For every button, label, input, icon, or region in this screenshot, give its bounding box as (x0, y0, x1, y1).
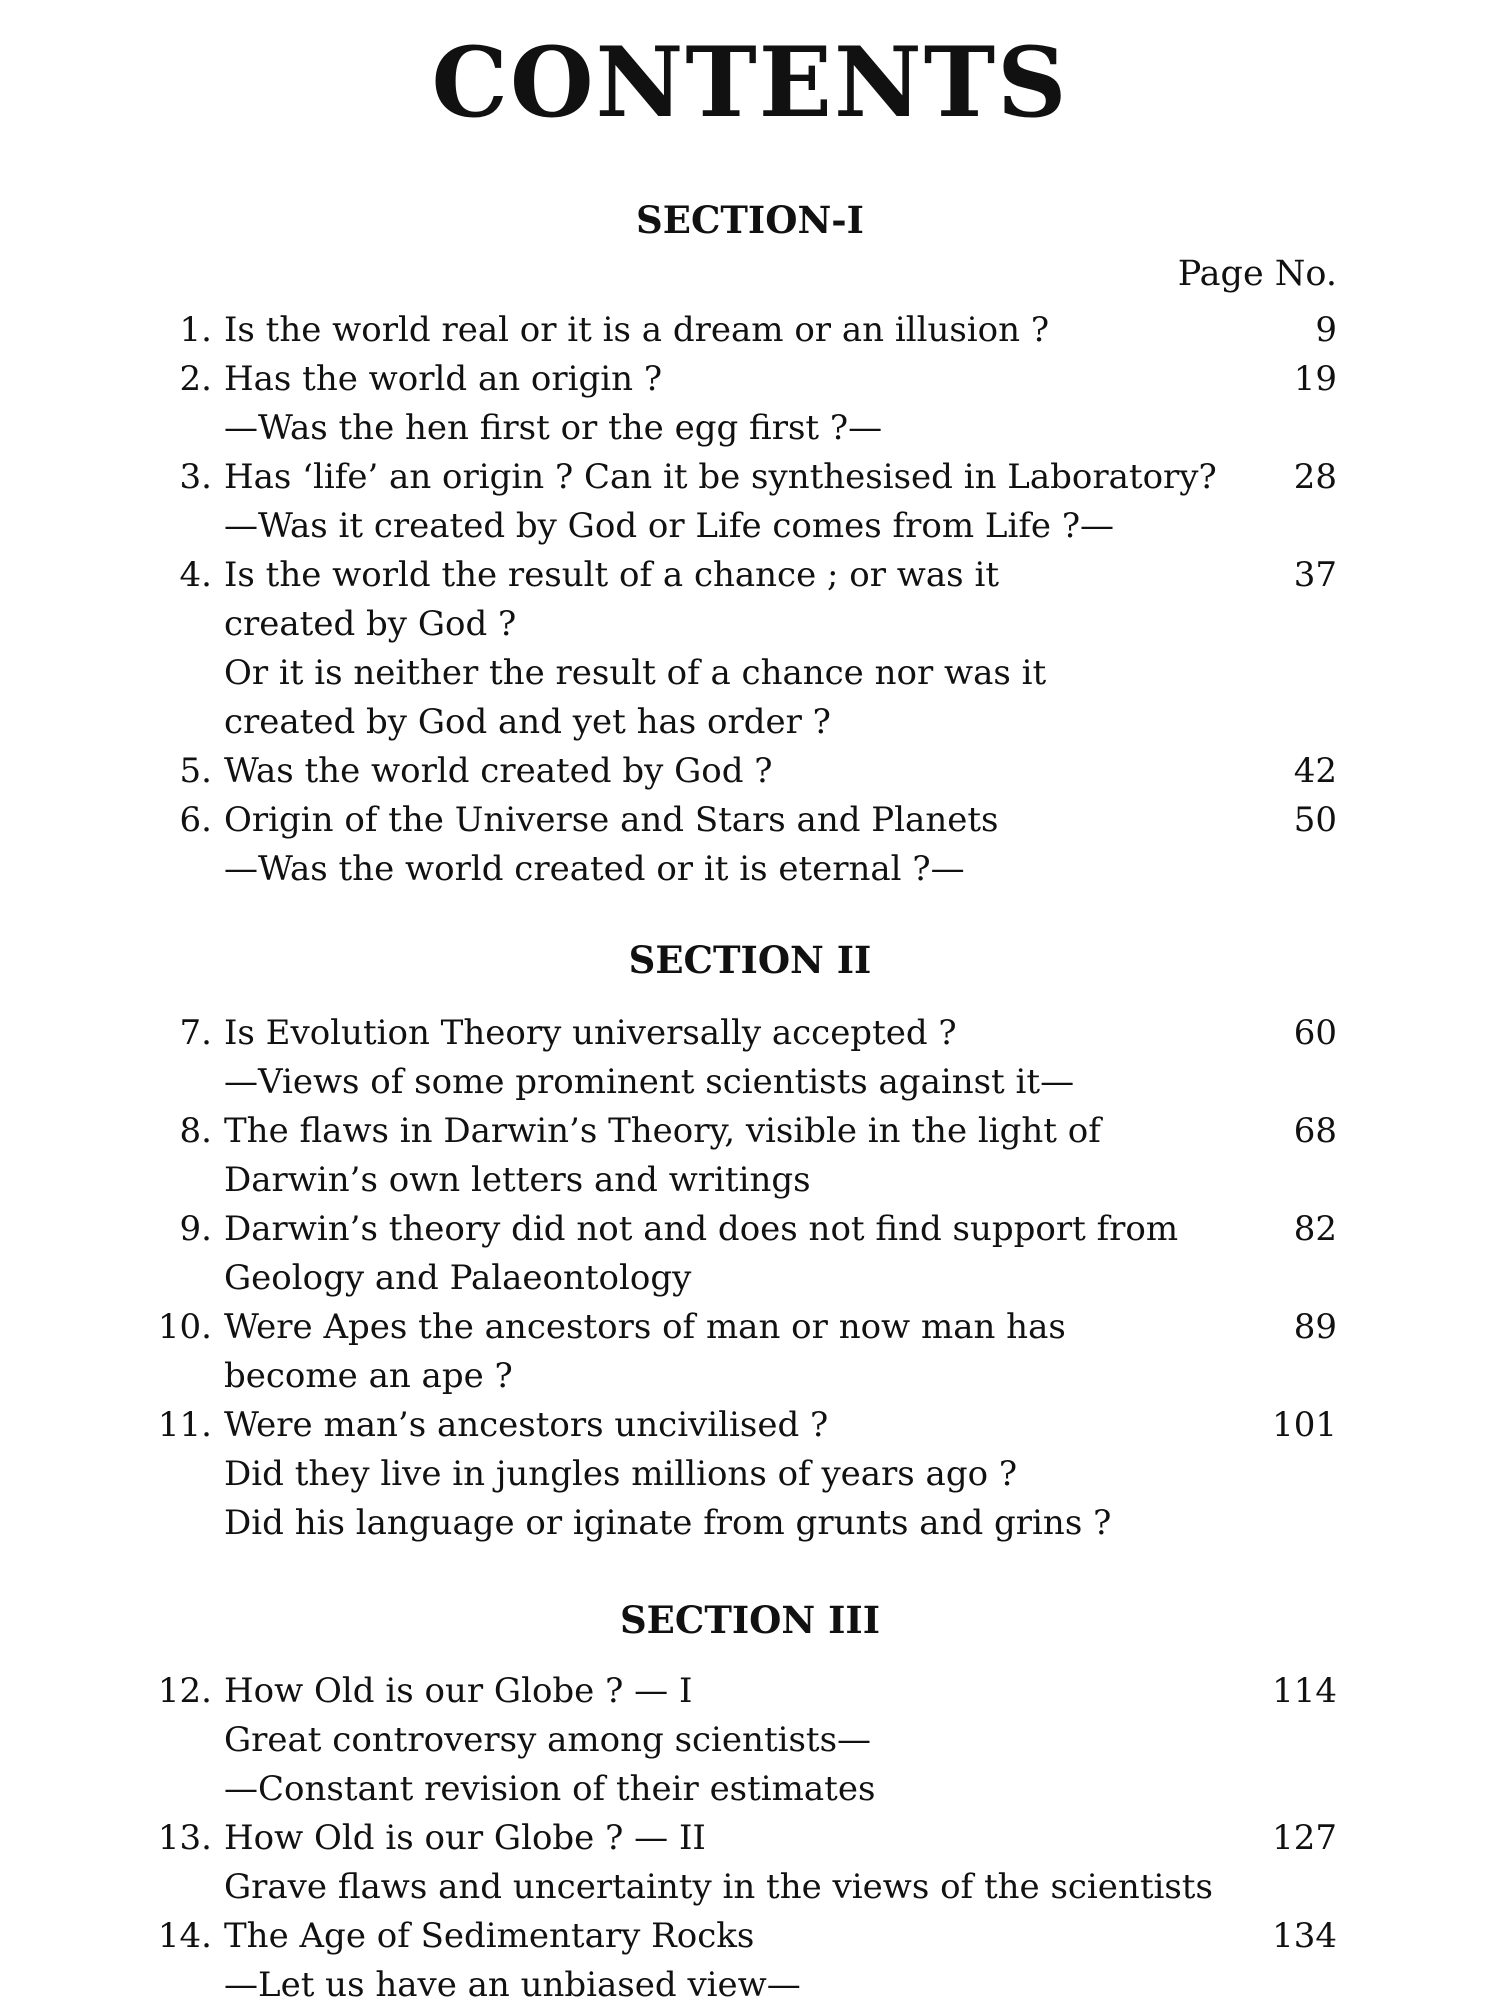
entry-page-number: 127 (1272, 1818, 1337, 1858)
entry-page-number: 89 (1293, 1307, 1337, 1347)
entry-number: 2. (179, 359, 212, 399)
entry-title-line: —Was the world created or it is eternal ?— (224, 849, 965, 889)
entry-number: 7. (179, 1013, 212, 1053)
entry-number: 14. (157, 1916, 212, 1956)
entry-title-line: become an ape ? (224, 1356, 513, 1396)
entry-title-line: —Let us have an unbiased view— (224, 1965, 801, 2005)
entry-page-number: 42 (1293, 751, 1337, 791)
entry-page-number: 37 (1293, 555, 1337, 595)
entry-title-line: Or it is neither the result of a chance nor was it (224, 653, 1047, 693)
entry-page-number: 28 (1293, 457, 1337, 497)
entry-title-line: Origin of the Universe and Stars and Planets (224, 800, 999, 840)
entry-title-line: Is the world the result of a chance ; or was it (224, 555, 999, 595)
entry-number: 10. (157, 1307, 212, 1347)
entry-number: 13. (157, 1818, 212, 1858)
entry-title-line: —Was it created by God or Life comes from Life ?— (224, 506, 1115, 546)
entry-title-line: —Views of some prominent scientists against it— (224, 1062, 1075, 1102)
entry-page-number: 68 (1293, 1111, 1337, 1151)
entry-number: 9. (179, 1209, 212, 1249)
page-no-header: Page No. (1177, 254, 1337, 294)
entry-number: 3. (179, 457, 212, 497)
entry-title-line: created by God ? (224, 604, 517, 644)
entry-title-line: —Was the hen first or the egg first ?— (224, 408, 883, 448)
entry-title-line: Did they live in jungles millions of years ago ? (224, 1454, 1018, 1494)
section-heading: SECTION II (628, 938, 872, 982)
entry-title-line: Darwin’s theory did not and does not find support from (224, 1209, 1179, 1249)
entry-title-line: The Age of Sedimentary Rocks (224, 1916, 755, 1956)
entry-page-number: 19 (1293, 359, 1337, 399)
entry-title-line: Were Apes the ancestors of man or now man has (224, 1307, 1066, 1347)
section-heading: SECTION-I (636, 198, 864, 242)
entry-page-number: 101 (1272, 1405, 1337, 1445)
entry-page-number: 50 (1293, 800, 1337, 840)
entry-page-number: 114 (1272, 1671, 1337, 1711)
entry-title-line: Geology and Palaeontology (224, 1258, 692, 1298)
entry-title-line: Were man’s ancestors uncivilised ? (224, 1405, 829, 1445)
entry-title-line: Grave flaws and uncertainty in the views of the scientists (224, 1867, 1213, 1907)
entry-title-line: Was the world created by God ? (224, 751, 773, 791)
entry-title-line: The flaws in Darwin’s Theory, visible in the light of (224, 1111, 1101, 1151)
entry-number: 11. (157, 1405, 212, 1445)
entry-number: 4. (179, 555, 212, 595)
entry-number: 1. (179, 310, 212, 350)
entry-title-line: Has ‘life’ an origin ? Can it be synthesised in Laboratory? (224, 457, 1217, 497)
entry-title-line: Darwin’s own letters and writings (224, 1160, 811, 1200)
entry-title-line: Has the world an origin ? (224, 359, 663, 399)
entry-page-number: 9 (1315, 310, 1337, 350)
entry-title-line: Is the world real or it is a dream or an illusion ? (224, 310, 1050, 350)
entry-number: 8. (179, 1111, 212, 1151)
entry-title-line: Did his language or iginate from grunts and grins ? (224, 1503, 1112, 1543)
entry-title-line: created by God and yet has order ? (224, 702, 831, 742)
entry-number: 12. (157, 1671, 212, 1711)
entry-title-line: Is Evolution Theory universally accepted ? (224, 1013, 957, 1053)
entry-page-number: 134 (1272, 1916, 1337, 1956)
page-title: CONTENTS (431, 26, 1069, 139)
entry-title-line: How Old is our Globe ? — I (224, 1671, 693, 1711)
entry-page-number: 60 (1293, 1013, 1337, 1053)
entry-title-line: Great controversy among scientists— (224, 1720, 872, 1760)
section-heading: SECTION III (619, 1598, 881, 1642)
entry-page-number: 82 (1293, 1209, 1337, 1249)
entry-title-line: How Old is our Globe ? — II (224, 1818, 706, 1858)
entry-number: 5. (179, 751, 212, 791)
entry-number: 6. (179, 800, 212, 840)
entry-title-line: —Constant revision of their estimates (224, 1769, 876, 1809)
